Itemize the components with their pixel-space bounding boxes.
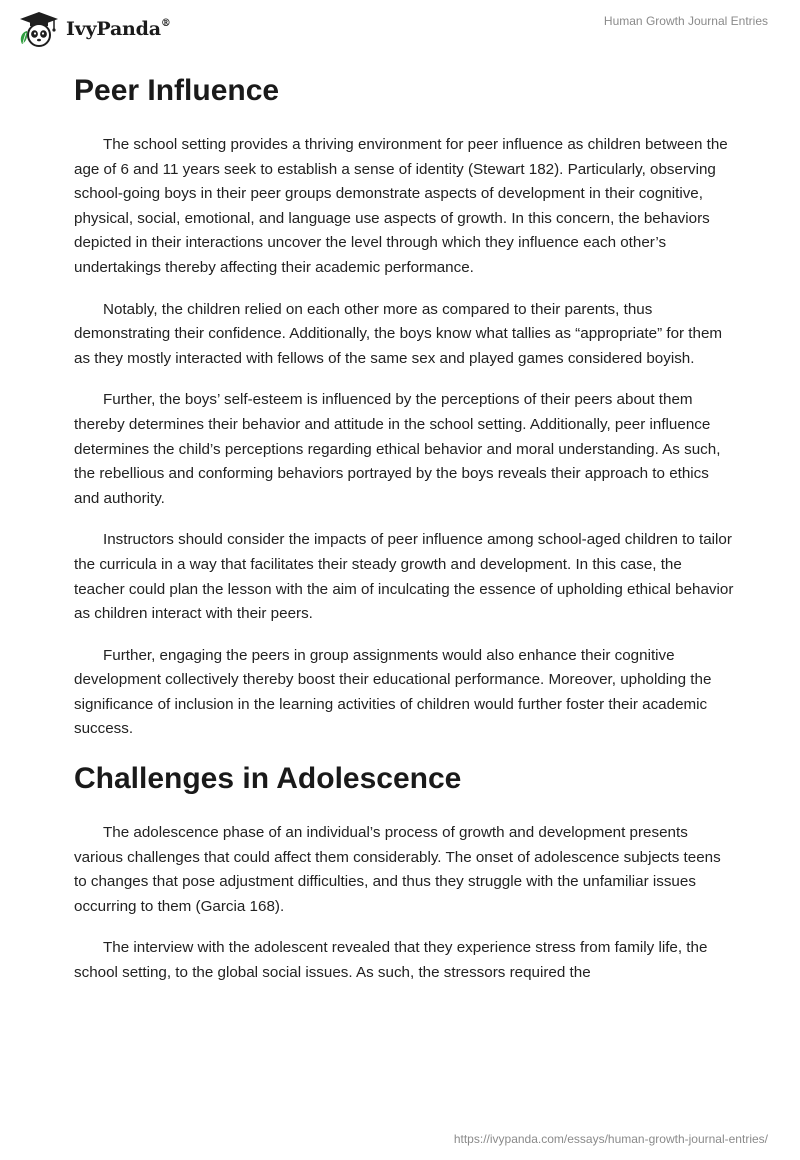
panda-graduate-icon [16, 10, 62, 48]
article-body [74, 68, 734, 986]
logo-text: IvyPanda [66, 18, 161, 40]
section-heading: Challenges in Adolescence [74, 762, 462, 796]
source-url-link[interactable]: https://ivypanda.com/essays/human-growth-journal-entries/ [453, 1132, 768, 1146]
paragraph: Instructors should consider the impacts of peer influence among school-aged children to tailor the curricula in a way that facilitates their steady growth and development. In this case, the teacher could plan the lesson with the aim of inculcating the essence of upholding ethical behavior as children interact with their peers. [74, 531, 734, 623]
section-heading: Peer Influence [74, 74, 280, 107]
registered-mark: ® [160, 17, 171, 29]
paragraph: Further, the boys’ self-esteem is influenced by the perceptions of their peers about them thereby determines their behavior and attitude in the school setting. Additionally, peer influence determines the child’s perceptions regarding ethical behavior and moral understanding. As such, the rebellious and conforming behaviors portrayed by the boys reveals their approach to ethics and authority. [74, 391, 721, 507]
paragraph: Notably, the children relied on each other more as compared to their parents, thus demonstrating their confidence. Additionally, the boys know what tallies as “appropriate” for them as they mostly interacted with fellows of the same sex and played games considered boyish. [74, 300, 723, 367]
document-title: Human Growth Journal Entries [603, 14, 768, 28]
paragraph: Further, engaging the peers in group assignments would also enhance their cognitive development collectively thereby boost their educational performance. Moreover, upholding the significance of inclusion in the learning activities of children would further foster their academic success. [74, 646, 712, 738]
paragraph: The school setting provides a thriving environment for peer influence as children between the age of 6 and 11 years seek to establish a sense of identity (Stewart 182). Particularly, observing school-going boys in their peer groups demonstrate aspects of development in their cognitive, physical, social, emotional, and language use aspects of growth. In this concern, the behaviors depicted in their interactions uncover the level through which they influence each other’s undertakings thereby affecting their academic performance. [74, 136, 728, 276]
ivypanda-logo[interactable] [16, 10, 171, 48]
paragraph: The adolescence phase of an individual’s process of growth and development presents various challenges that could affect them considerably. The onset of adolescence subjects teens to changes that pose adjustment difficulties, and thus they struggle with the unfamiliar issues occurring to them (Garcia 168). [74, 824, 721, 915]
page-header [0, 0, 800, 60]
paragraph: The interview with the adolescent revealed that they experience stress from family life, the school setting, to the global social issues. As such, the stressors required the [74, 939, 708, 982]
